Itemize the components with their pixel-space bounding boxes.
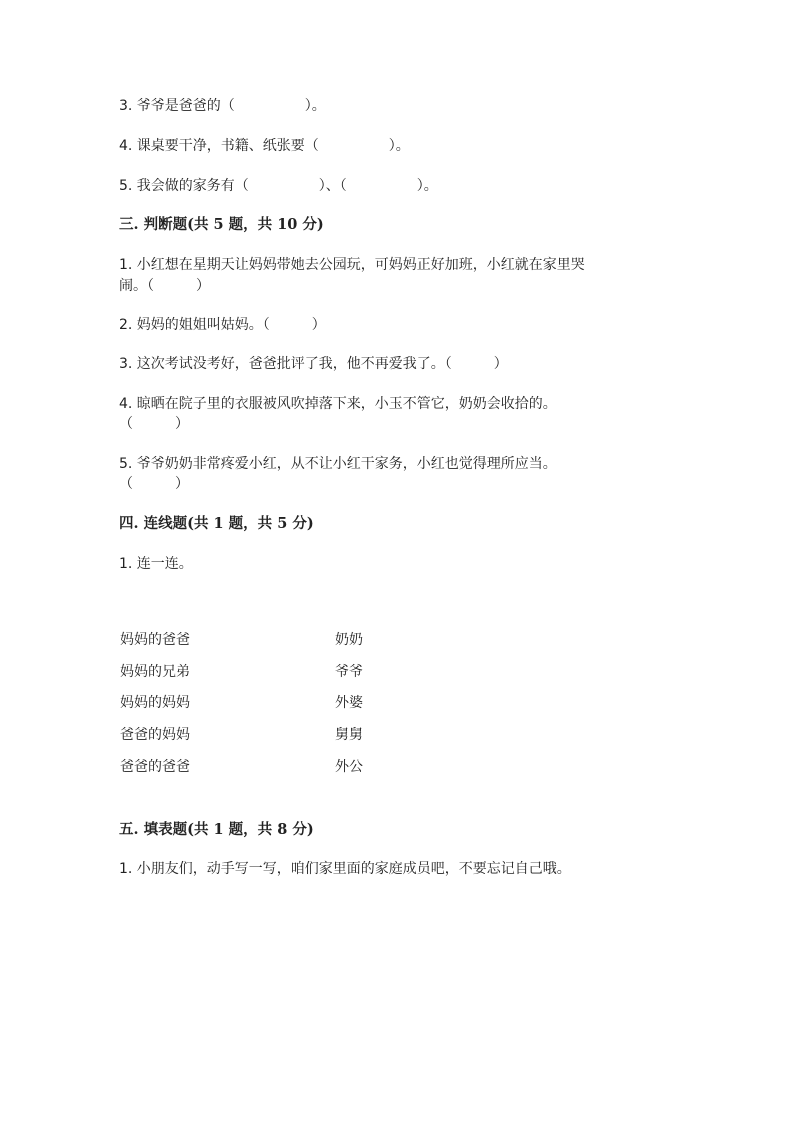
judge-item-5-line1: 5. 爷爷奶奶非常疼爱小红，从不让小红干家务，小红也觉得理所应当。 xyxy=(119,456,557,472)
match-right-item-3: 外婆 xyxy=(335,695,363,711)
match-right-item-5: 外公 xyxy=(335,759,363,775)
match-left-item-1: 妈妈的爸爸 xyxy=(120,632,190,648)
match-right-item-1: 奶奶 xyxy=(335,632,363,648)
judge-item-4-line1: 4. 晾晒在院子里的衣服被风吹掉落下来，小玉不管它，奶奶会收拾的。 xyxy=(119,396,557,412)
judge-item-5-line2: （ ） xyxy=(119,476,189,492)
judge-item-4-line2: （ ） xyxy=(119,416,189,432)
judge-item-3: 3. 这次考试没考好，爸爸批评了我，他不再爱我了。（ ） xyxy=(119,356,508,372)
table-question: 1. 小朋友们，动手写一写，咱们家里面的家庭成员吧，不要忘记自己哦。 xyxy=(119,861,571,877)
matching-question: 1. 连一连。 xyxy=(119,556,193,572)
judge-item-1-line2: 闹。（ ） xyxy=(119,278,210,294)
section-3-heading: 三. 判断题(共 5 题，共 10 分) xyxy=(119,216,324,233)
section-5-heading: 五. 填表题(共 1 题，共 8 分) xyxy=(119,821,314,838)
match-left-item-2: 妈妈的兄弟 xyxy=(120,664,190,680)
section-4-heading: 四. 连线题(共 1 题，共 5 分) xyxy=(119,515,314,532)
match-right-item-4: 舅舅 xyxy=(335,727,363,743)
match-right-item-2: 爷爷 xyxy=(335,664,363,680)
fill-blank-item-3: 3. 爷爷是爸爸的（ ）。 xyxy=(119,98,326,114)
match-left-item-3: 妈妈的妈妈 xyxy=(120,695,190,711)
match-left-item-4: 爸爸的妈妈 xyxy=(120,727,190,743)
fill-blank-item-5: 5. 我会做的家务有（ ）、（ ）。 xyxy=(119,178,438,194)
judge-item-1-line1: 1. 小红想在星期天让妈妈带她去公园玩，可妈妈正好加班，小红就在家里哭 xyxy=(119,257,585,273)
judge-item-2: 2. 妈妈的姐姐叫姑妈。（ ） xyxy=(119,317,326,333)
match-left-item-5: 爸爸的爸爸 xyxy=(120,759,190,775)
fill-blank-item-4: 4. 课桌要干净，书籍、纸张要（ ）。 xyxy=(119,138,410,154)
